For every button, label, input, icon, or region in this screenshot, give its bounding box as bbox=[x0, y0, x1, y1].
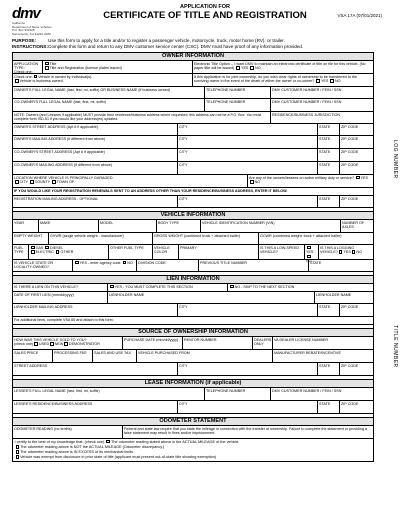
section-odometer: ODOMETER STATEMENT bbox=[13, 418, 373, 426]
co-owner-street-field[interactable]: CO-OWNER'S STREET ADDRESS (Apt # if applicable) bbox=[13, 149, 178, 161]
owner-mailing-state-field[interactable]: STATE bbox=[318, 136, 340, 148]
prev-title-state-field[interactable]: STATE bbox=[310, 260, 322, 265]
application-for: APPLICATION FOR bbox=[179, 4, 230, 10]
lienholder-name-field[interactable]: LIENHOLDER NAME bbox=[108, 292, 315, 303]
etitle-yes-checkbox[interactable] bbox=[236, 66, 240, 70]
diesel-label: DIESEL bbox=[50, 245, 64, 250]
co-owner-mailing-field[interactable]: CO-OWNER'S MAILING ADDRESS (if different from above) bbox=[13, 162, 178, 174]
vehicle-color-label: VEHICLE COLOR bbox=[153, 245, 179, 259]
lien-date-row bbox=[13, 292, 373, 304]
residence-jurisdiction-field[interactable]: RESIDENCE/BUSINESS JURISDICTION bbox=[272, 112, 341, 117]
title-checkbox[interactable] bbox=[45, 62, 49, 66]
reg-mailing-row bbox=[13, 196, 373, 208]
app-type-cell bbox=[13, 61, 43, 73]
address-note: NOTE: Owners (and Lessees if applicable) MUST provide their residence/business address where requested; this address can not be a P.O. Box. You must complete form ISD-51 if you would like your address(es) updated. bbox=[13, 112, 271, 123]
low-speed-yes-checkbox[interactable] bbox=[307, 246, 311, 250]
loc-of-label: OF bbox=[68, 179, 75, 184]
new-checkbox[interactable] bbox=[50, 342, 54, 346]
gas-checkbox[interactable] bbox=[31, 246, 35, 250]
reg-mailing-field[interactable]: REGISTRATION MAILING ADDRESS - OPTIONAL bbox=[13, 196, 178, 207]
source-street-field[interactable]: STREET ADDRESS bbox=[13, 363, 178, 375]
sold-check-one: (check one) bbox=[14, 341, 34, 346]
military-yes-label: YES bbox=[360, 175, 368, 180]
low-speed-cell bbox=[259, 245, 305, 259]
fuel-type-label: FUEL TYPE bbox=[13, 245, 29, 259]
purpose-label: PURPOSE: bbox=[12, 38, 36, 43]
lessee-dmv-number-field[interactable]: DMV CUSTOMER NUMBER / FEIN / SSN bbox=[272, 388, 342, 393]
lien-date-field[interactable]: DATE OF FIRST LIEN (mm/dd/yyyy) bbox=[13, 292, 108, 303]
section-owner: OWNER INFORMATION bbox=[13, 53, 373, 61]
vehicle-row-1 bbox=[13, 220, 373, 233]
application-form bbox=[12, 52, 374, 462]
co-owner-mailing-row bbox=[13, 162, 373, 175]
co-owner-street-zip-field[interactable]: ZIP CODE bbox=[341, 149, 359, 154]
lienholder-state-field[interactable]: STATE bbox=[318, 304, 340, 316]
owner-mailing-zip-field[interactable]: ZIP CODE bbox=[341, 136, 359, 141]
military-no-label: NO bbox=[254, 179, 261, 184]
other-fuel-label: OTHER bbox=[60, 249, 74, 254]
odometer-certify-block bbox=[13, 439, 373, 461]
lien-no-label: NO - SKIP TO THE NEXT SECTION bbox=[234, 284, 295, 289]
app-type-options bbox=[43, 61, 193, 73]
lienholder-number-field[interactable]: LIENHOLDER NAME bbox=[316, 292, 352, 297]
source-row-3 bbox=[13, 363, 373, 376]
state-owned-no-checkbox[interactable] bbox=[123, 261, 127, 265]
form-title: CERTIFICATE OF TITLE AND REGISTRATION bbox=[103, 10, 307, 21]
fuel-options bbox=[29, 245, 109, 259]
lienholder-zip-field[interactable]: ZIP CODE bbox=[341, 304, 359, 309]
source-row-2 bbox=[13, 350, 373, 363]
sold-how-question: HOW WAS THIS VEHICLE SOLD TO YOU? bbox=[14, 337, 87, 342]
co-owner-phone-field[interactable]: TELEPHONE NUMBER bbox=[205, 99, 271, 111]
purpose-block bbox=[12, 38, 382, 50]
garaged-location-cell bbox=[13, 175, 248, 187]
location-row bbox=[13, 175, 373, 188]
lessee-name-field[interactable]: LESSEE'S FULL LEGAL NAME (last, first, mi, suffix) bbox=[13, 388, 205, 400]
certify-label: I certify to the best of my knowledge that: bbox=[14, 439, 84, 444]
loc-town-label: TOWN bbox=[56, 179, 68, 184]
vehicle-row-4 bbox=[13, 260, 373, 272]
odometer-actual-checkbox[interactable] bbox=[106, 440, 110, 444]
owner-mailing-field[interactable]: OWNER'S MAILING ADDRESS (if different from above) bbox=[13, 136, 178, 148]
sold-how-cell bbox=[13, 337, 123, 349]
vin-field[interactable]: VEHICLE IDENTIFICATION NUMBER (VIN) bbox=[201, 220, 341, 232]
state-owned-yes-checkbox[interactable] bbox=[75, 261, 79, 265]
title-option-label: Title bbox=[49, 61, 57, 66]
form-number: VSA 17A (07/01/2021) bbox=[337, 13, 382, 18]
odometer-exempt-label: Vehicle was exempt from disclosure in prior state of title (applicant must present out-of-state title showing exemption) bbox=[20, 455, 217, 460]
section-source: SOURCE OF OWNERSHIP INFORMATION bbox=[13, 329, 373, 337]
year-field[interactable]: YEAR bbox=[13, 220, 39, 232]
sales-tax-field[interactable]: SALES AND USE TAX bbox=[93, 350, 137, 362]
renewal-note-row bbox=[13, 188, 373, 196]
military-question: Are any of the owners/lessees on active military duty or service? bbox=[249, 175, 354, 180]
title-reg-checkbox[interactable] bbox=[45, 66, 49, 70]
logo-sub-2: P.O. Box 932328 bbox=[12, 28, 35, 33]
axles-field[interactable]: NUMBER OF AXLES bbox=[342, 220, 365, 229]
logo-sub-1: Department of Motor Vehicles bbox=[12, 24, 52, 29]
certify-check-one: (check one) bbox=[84, 439, 105, 444]
lessee-zip-field[interactable]: ZIP CODE bbox=[341, 401, 359, 406]
ownership-type-row bbox=[13, 74, 373, 87]
odometer-not-actual-checkbox[interactable] bbox=[16, 445, 20, 449]
source-state-field[interactable]: STATE bbox=[318, 363, 340, 375]
co-owner-street-row bbox=[13, 149, 373, 162]
vehicle-row-2 bbox=[13, 233, 373, 245]
logging-yes-label: YES bbox=[343, 249, 351, 254]
primary-color-field[interactable]: PRIMARY bbox=[179, 245, 259, 259]
electric-label: ELECTRIC bbox=[35, 249, 54, 254]
co-owner-mailing-state-field[interactable]: STATE bbox=[318, 162, 340, 174]
purchased-from-field[interactable]: VEHICLE PURCHASED FROM bbox=[137, 350, 273, 362]
lien-yes-label: YES - YOU MUST COMPLETE THIS SECTION bbox=[114, 284, 193, 289]
rebate-field[interactable]: MANUFACTURER REBATE/INCENTIVE bbox=[274, 350, 341, 355]
joint-ownership-question: If this application is for joint ownership, do you wish clear rights of ownership to be transferred to the surviving owner in the event of the death of either the owner or co-owner? bbox=[194, 74, 357, 83]
new-label: NEW bbox=[54, 341, 64, 346]
co-owner-mailing-zip-field[interactable]: ZIP CODE bbox=[341, 162, 359, 167]
owner-street-state-field[interactable]: STATE bbox=[318, 124, 340, 135]
app-type-row bbox=[13, 61, 373, 74]
additional-liens-row bbox=[13, 317, 373, 325]
loc-city-label: CITY bbox=[19, 179, 28, 184]
other-fuel-checkbox[interactable] bbox=[56, 250, 60, 254]
etitle-label: Electronic Title Option -- I want DMV to maintain an electronic certificate of title on file for this vehicle. (No paper title will be issued) bbox=[194, 61, 366, 70]
electric-checkbox[interactable] bbox=[31, 250, 35, 254]
owner-name-field[interactable]: OWNER'S FULL LEGAL NAME (last, first, mi, suffix) OR BUSINESS NAME (if business owned) bbox=[13, 87, 205, 98]
business-owned-checkbox[interactable] bbox=[15, 79, 19, 83]
sales-price-field[interactable]: SALES PRICE bbox=[13, 350, 53, 362]
individual-owned-checkbox[interactable] bbox=[34, 75, 38, 79]
lessee-name-row bbox=[13, 388, 373, 401]
co-owner-street-city-field[interactable]: CITY bbox=[178, 149, 318, 161]
lienholder-city-field[interactable]: CITY bbox=[178, 304, 318, 316]
co-owner-name-field[interactable]: CO-OWNER'S FULL LEGAL NAME (last, first, mi, suffix) bbox=[13, 99, 205, 111]
make-field[interactable]: MAKE bbox=[39, 220, 99, 232]
dealers-only-label: DEALERS ONLY bbox=[253, 337, 273, 349]
section-lease: LEASE INFORMATION (if applicable) bbox=[13, 380, 373, 388]
ownership-check-one: Check one: bbox=[14, 74, 33, 79]
military-cell bbox=[248, 175, 373, 187]
joint-no-checkbox[interactable] bbox=[330, 79, 334, 83]
source-row-1 bbox=[13, 337, 373, 350]
co-owner-mailing-city-field[interactable]: CITY bbox=[178, 162, 318, 174]
loc-town-checkbox[interactable] bbox=[52, 180, 56, 184]
source-zip-field[interactable]: ZIP CODE bbox=[341, 363, 359, 368]
renewal-note: IF YOU WOULD LIKE YOUR REGISTRATION RENEWALS SENT TO AN ADDRESS OTHER THAN YOUR RESIDENCE/BUSINESS ADDRESS, ENTER IT BELOW. bbox=[14, 188, 288, 193]
odometer-not-actual-label: The odometer reading above is NOT the ACTUAL MILEAGE (Odometer discrepancy.) bbox=[20, 444, 165, 449]
gvwr-field[interactable]: GVWR (single vehicle weight - manufacturer) bbox=[49, 233, 153, 244]
owner-mailing-city-field[interactable]: CITY bbox=[178, 136, 318, 148]
owner-street-field[interactable]: OWNER'S STREET ADDRESS (Apt # if applicable) bbox=[13, 124, 178, 135]
logging-no-label: NO bbox=[356, 249, 362, 254]
joint-ownership-cell bbox=[193, 74, 373, 86]
co-owner-dmv-number-field[interactable]: DMV CUSTOMER NUMBER / FEIN / SSN bbox=[272, 99, 342, 104]
odometer-reading-field[interactable]: ODOMETER READING (no tenths) bbox=[13, 426, 123, 438]
address-note-row bbox=[13, 112, 373, 124]
odometer-exempt-checkbox[interactable] bbox=[16, 455, 20, 459]
purchase-date-field[interactable]: PURCHASE DATE (mm/dd/yyyy) bbox=[123, 337, 183, 349]
loc-county-checkbox[interactable] bbox=[30, 180, 34, 184]
empty-weight-field[interactable]: EMPTY WEIGHT bbox=[13, 233, 49, 244]
lien-no-checkbox[interactable] bbox=[230, 285, 234, 289]
business-owned-label: Vehicle is business owned. bbox=[19, 78, 64, 83]
logo-sub-3: Sacramento, CA 94232-3280 bbox=[12, 31, 51, 36]
section-vehicle: VEHICLE INFORMATION bbox=[13, 212, 373, 220]
state-owned-answer bbox=[73, 260, 137, 271]
instructions-text: Complete this form and return to any DMV customer service center (CSC). DMV must have proof of any information provided. bbox=[48, 44, 304, 49]
state-owned-no-label: NO bbox=[127, 260, 133, 265]
used-checkbox[interactable] bbox=[34, 342, 38, 346]
odometer-excess-label: The odometer reading above is IN EXCESS of its mechanical limits. bbox=[20, 449, 135, 454]
lien-no-cell bbox=[228, 284, 373, 291]
reg-mailing-zip-field[interactable]: ZIP CODE bbox=[341, 196, 359, 201]
etitle-no-checkbox[interactable] bbox=[250, 66, 254, 70]
lien-yes-cell bbox=[108, 284, 228, 291]
body-type-field[interactable]: BODY TYPE bbox=[157, 220, 201, 232]
reg-mailing-state-field[interactable]: STATE bbox=[318, 196, 340, 207]
state-owned-question: IS VEHICLE STATE OR LOCALITY-OWNED? bbox=[13, 260, 73, 271]
owner-street-row bbox=[13, 124, 373, 136]
owner-phone-field[interactable]: TELEPHONE NUMBER bbox=[205, 87, 271, 98]
co-owner-street-state-field[interactable]: STATE bbox=[318, 149, 340, 161]
gcwr-field[interactable]: GCWR (combined weight: truck + attached trailer) bbox=[260, 233, 342, 238]
log-number-label: LOG NUMBER bbox=[392, 140, 398, 179]
reg-mailing-city-field[interactable]: CITY bbox=[178, 196, 318, 207]
lienholder-mailing-field[interactable]: LIENHOLDER MAILING ADDRESS bbox=[13, 304, 178, 316]
instructions-label: INSTRUCTIONS: bbox=[12, 44, 48, 49]
other-fuel-type-field[interactable]: OTHER FUEL TYPE bbox=[109, 245, 153, 259]
low-speed-answer bbox=[305, 245, 319, 263]
owner-name-row bbox=[13, 87, 373, 99]
lessee-phone-field[interactable]: TELEPHONE NUMBER bbox=[205, 388, 271, 400]
etitle-cell bbox=[193, 61, 373, 73]
individual-owned-label: Vehicle is owned by individual(s). bbox=[38, 74, 93, 79]
lien-yes-checkbox[interactable] bbox=[110, 285, 114, 289]
ownership-options bbox=[13, 74, 193, 86]
odometer-actual-label: The odometer reading stated above is the ACTUAL MILEAGE of the vehicle. bbox=[111, 439, 240, 444]
demo-checkbox[interactable] bbox=[64, 342, 68, 346]
rentor-number-field[interactable]: RENTOR NUMBER bbox=[183, 337, 253, 349]
owner-street-zip-field[interactable]: ZIP CODE bbox=[341, 124, 359, 129]
dmv-logo-text: dmv bbox=[12, 5, 40, 22]
gas-label: GAS bbox=[35, 245, 44, 250]
odometer-excess-checkbox[interactable] bbox=[16, 450, 20, 454]
diesel-checkbox[interactable] bbox=[45, 246, 49, 250]
garaged-location-label: LOCATION WHERE VEHICLE IS PRINCIPALLY GARAGED bbox=[14, 175, 113, 180]
demo-label: DEMONSTRATOR bbox=[68, 341, 100, 346]
military-no-checkbox[interactable] bbox=[250, 180, 254, 184]
loc-city-checkbox[interactable] bbox=[15, 180, 19, 184]
loc-county-label: COUNTY bbox=[34, 179, 51, 184]
processing-fee-field[interactable]: PROCESSING FEE bbox=[53, 350, 93, 362]
title-reg-option-label: Title and Registration (license plates issued) bbox=[49, 65, 122, 70]
military-yes-checkbox[interactable] bbox=[356, 176, 360, 180]
low-speed-no-label: NO bbox=[306, 258, 312, 263]
owner-mailing-row bbox=[13, 136, 373, 149]
lessee-address-field[interactable]: LESSEE'S RESIDENCE/BUSINESS ADDRESS bbox=[13, 401, 178, 413]
owner-dmv-number-field[interactable]: DMV CUSTOMER NUMBER / FEIN / SSN bbox=[272, 87, 342, 92]
lessee-city-field[interactable]: CITY bbox=[178, 401, 318, 413]
joint-no-label: NO bbox=[334, 78, 341, 83]
joint-yes-checkbox[interactable] bbox=[316, 79, 320, 83]
source-city-field[interactable]: CITY bbox=[178, 363, 318, 375]
used-label: USED bbox=[38, 341, 50, 346]
model-field[interactable]: MODEL bbox=[99, 220, 157, 232]
additional-liens-note: For additional liens, complete VSA 66 and attach to this form. bbox=[14, 317, 114, 322]
logging-cell bbox=[319, 245, 373, 259]
logging-question: IS THIS A LOGGING VEHICLE? bbox=[320, 245, 355, 254]
odometer-row bbox=[13, 426, 373, 439]
lien-question-row bbox=[13, 284, 373, 292]
owner-street-city-field[interactable]: CITY bbox=[178, 124, 318, 135]
lien-address-row bbox=[13, 304, 373, 317]
etitle-no-label: NO bbox=[255, 65, 261, 70]
lessee-state-field[interactable]: STATE bbox=[318, 401, 340, 413]
low-speed-question: IS THIS A LOW-SPEED VEHICLE? bbox=[260, 245, 300, 254]
app-type-label: APPLICATION TYPE: bbox=[14, 61, 39, 70]
lessee-address-row bbox=[13, 401, 373, 414]
state-owned-yes-label: YES - enter agency code bbox=[79, 260, 121, 265]
logging-yes-checkbox[interactable] bbox=[339, 250, 343, 254]
section-lien: LIEN INFORMATION bbox=[13, 276, 373, 284]
logging-no-checkbox[interactable] bbox=[352, 250, 356, 254]
gross-weight-field[interactable]: GROSS WEIGHT (combined truck + attached trailer) bbox=[153, 233, 259, 244]
va-dealer-field[interactable]: VA DEALER LICENSE NUMBER bbox=[274, 337, 329, 342]
federal-law-note: Federal and state law require that you state the mileage in connection with the transfer of ownership. Failure to complete the statement or providing a false statement may result in fines and/or imprisonment. bbox=[124, 426, 368, 435]
joint-yes-label: YES bbox=[320, 78, 329, 83]
logo-sub-0: California bbox=[12, 21, 25, 25]
lien-question: IS THERE A LIEN ON THIS VEHICLE? bbox=[13, 284, 108, 291]
etitle-yes-label: YES bbox=[241, 65, 249, 70]
purpose-text: Use this form to apply for a title and/or to register a passenger vehicle, motorcycle, truck, motor home (RV), or trailer. bbox=[48, 38, 285, 43]
co-owner-name-row bbox=[13, 99, 373, 112]
low-speed-yes-label: YES bbox=[306, 249, 314, 254]
low-speed-no-checkbox[interactable] bbox=[307, 255, 311, 259]
check-one-label: Check one: bbox=[14, 70, 33, 75]
division-code-field[interactable]: DIVISION CODE bbox=[137, 260, 199, 271]
prev-title-field[interactable]: PREVIOUS TITLE NUMBER bbox=[199, 260, 309, 271]
title-number-label: TITLE NUMBER bbox=[392, 325, 398, 368]
